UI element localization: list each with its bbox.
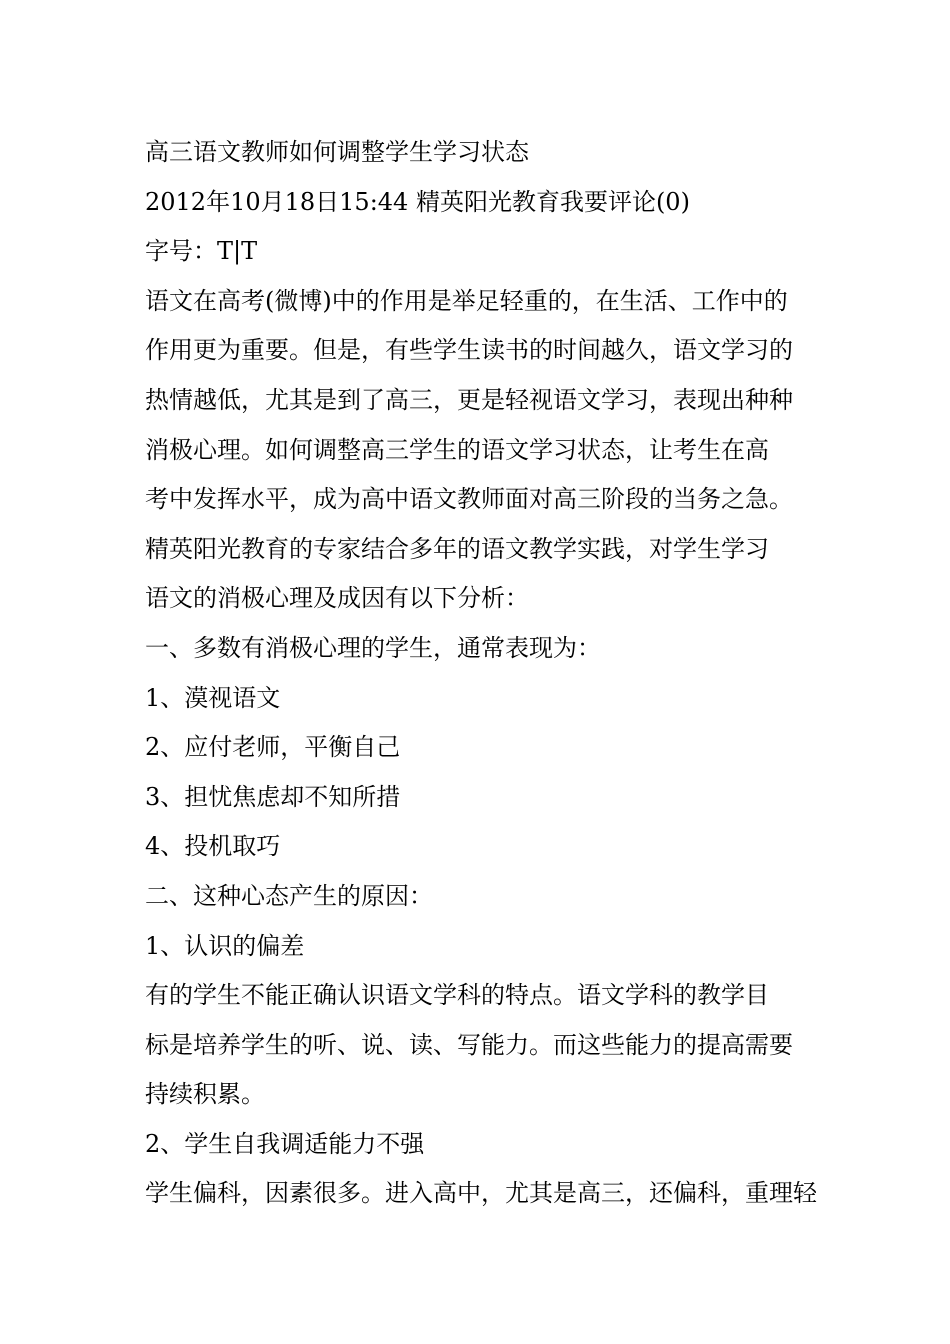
body-line: 精英阳光教育的专家结合多年的语文教学实践，对学生学习: [145, 534, 769, 563]
body-line: 消极心理。如何调整高三学生的语文学习状态，让考生在高: [145, 435, 769, 464]
list-item: 2、应付老师，平衡自己: [145, 733, 401, 762]
body-line: 语文的消极心理及成因有以下分析：: [145, 584, 529, 613]
section-heading: 一、多数有消极心理的学生，通常表现为：: [145, 633, 601, 662]
body-line: 语文在高考(微博)中的作用是举足轻重的，在生活、工作中的: [145, 286, 788, 315]
body-line: 考中发挥水平，成为高中语文教师面对高三阶段的当务之急。: [145, 485, 793, 514]
list-item: 4、投机取巧: [145, 832, 281, 861]
body-line: 学生偏科，因素很多。进入高中，尤其是高三，还偏科，重理轻: [145, 1179, 817, 1208]
list-item: 3、担忧焦虑却不知所措: [145, 782, 401, 811]
body-line: 持续积累。: [145, 1080, 265, 1109]
body-line: 热情越低，尤其是到了高三，更是轻视语文学习，表现出种种: [145, 385, 793, 414]
section-heading: 二、这种心态产生的原因：: [145, 881, 433, 910]
subsection-heading: 2、学生自我调适能力不强: [145, 1129, 425, 1158]
list-item: 1、漠视语文: [145, 683, 281, 712]
article-title: 高三语文教师如何调整学生学习状态: [145, 138, 529, 166]
body-line: 有的学生不能正确认识语文学科的特点。语文学科的教学目: [145, 981, 769, 1010]
subsection-heading: 1、认识的偏差: [145, 931, 305, 960]
article-byline: 2012年10月18日15:44 精英阳光教育我要评论(0): [145, 187, 690, 216]
font-size-control[interactable]: 字号：T|T: [145, 237, 258, 266]
article-body: [145, 128, 815, 1219]
body-line: 标是培养学生的听、说、读、写能力。而这些能力的提高需要: [145, 1030, 793, 1059]
body-line: 作用更为重要。但是，有些学生读书的时间越久，语文学习的: [145, 336, 793, 365]
